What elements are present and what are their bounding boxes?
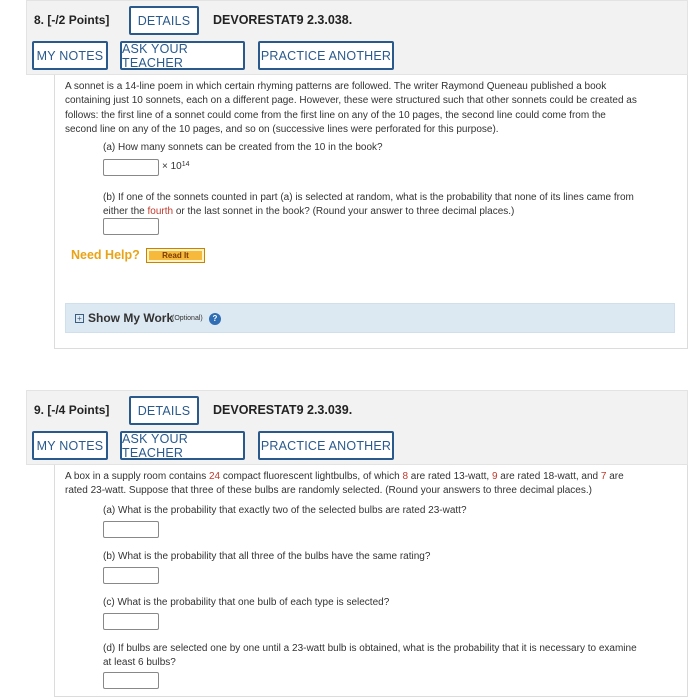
problem-line: containing just 10 sonnets, each on a different page. However, these were structured such that other sonnets could be created as <box>65 95 637 107</box>
problem-text-seg: A box in a supply room contains <box>65 471 209 482</box>
ask-teacher-button[interactable]: ASK YOUR TEACHER <box>120 41 245 70</box>
details-button[interactable]: DETAILS <box>129 396 199 425</box>
part-a-answer-input[interactable] <box>103 159 159 176</box>
question-8-header <box>26 0 688 75</box>
expand-icon[interactable]: + <box>75 314 84 323</box>
part-b-text: or the last sonnet in the book? (Round your answer to three decimal places.) <box>173 206 515 218</box>
problem-line: A sonnet is a 14-line poem in which certain rhyming patterns are followed. The writer Raymond Queneau published a book <box>65 81 607 92</box>
question-number-text: 9. <box>34 403 45 417</box>
problem-line: follows: the first line of a sonnet could come from the first line on any of the 10 pages, the second line could come from the <box>65 109 606 121</box>
problem-text <box>65 80 677 137</box>
problem-value: 9 <box>491 471 498 482</box>
my-notes-button[interactable]: MY NOTES <box>32 41 108 70</box>
part-b-line: (b) If one of the sonnets counted in part (a) is selected at random, what is the probability that none of its lines came from <box>103 192 634 203</box>
show-my-work-panel[interactable] <box>65 303 675 333</box>
question-9-body <box>54 465 688 697</box>
question-number <box>34 403 109 417</box>
question-code: DEVORESTAT9 2.3.038. <box>213 13 353 27</box>
show-my-work-label[interactable]: Show My Work <box>88 311 174 325</box>
exponent: 14 <box>181 161 190 168</box>
part-d-line: at least 6 bulbs? <box>103 657 176 669</box>
problem-value: 8 <box>402 471 408 482</box>
problem-line <box>65 470 677 484</box>
problem-text <box>65 470 677 499</box>
part-c-prompt: (c) What is the probability that one bulb of each type is selected? <box>103 597 390 608</box>
question-9-header <box>26 390 688 465</box>
part-c-answer-input[interactable] <box>103 613 159 630</box>
part-b-prompt <box>103 191 687 220</box>
part-d-prompt <box>103 642 687 671</box>
question-code: DEVORESTAT9 2.3.039. <box>213 403 353 417</box>
part-a-answer-input[interactable] <box>103 521 159 538</box>
part-b-text: either the <box>103 206 148 218</box>
part-a-prompt: (a) How many sonnets can be created from the 10 in the book? <box>103 142 383 153</box>
part-b-line <box>103 205 687 219</box>
part-a-prompt: (a) What is the probability that exactly two of the selected bulbs are rated 23-watt? <box>103 505 467 516</box>
problem-text-seg: compact fluorescent lightbulbs, of which <box>220 471 403 482</box>
practice-another-button[interactable]: PRACTICE ANOTHER <box>258 41 394 70</box>
part-d-answer-input[interactable] <box>103 672 159 689</box>
part-b-highlight: fourth <box>147 206 174 218</box>
question-points: [-/2 Points] <box>47 13 110 27</box>
problem-text-seg: are rated 18-watt, and <box>497 471 601 482</box>
times-ten-label <box>162 161 190 172</box>
my-notes-button[interactable]: MY NOTES <box>32 431 108 460</box>
need-help-label: Need Help? <box>71 248 140 262</box>
question-points: [-/4 Points] <box>47 403 110 417</box>
ask-teacher-button[interactable]: ASK YOUR TEACHER <box>120 431 245 460</box>
problem-text-seg: are rated 13-watt, <box>408 471 492 482</box>
times-text: × 10 <box>162 161 182 172</box>
details-button[interactable]: DETAILS <box>129 6 199 35</box>
question-number <box>34 13 109 27</box>
problem-line: second line on any of the 10 pages, and so on (successive lines were perforated for this purpose). <box>65 123 499 135</box>
problem-text-seg: are <box>606 471 624 482</box>
help-icon[interactable]: ? <box>209 313 221 325</box>
practice-another-button[interactable]: PRACTICE ANOTHER <box>258 431 394 460</box>
part-b-answer-input[interactable] <box>103 567 159 584</box>
problem-value: 24 <box>208 471 221 482</box>
part-d-line: (d) If bulbs are selected one by one until a 23-watt bulb is obtained, what is the probability that it is necessary to examine <box>103 643 637 654</box>
question-number-text: 8. <box>34 13 45 27</box>
problem-value: 7 <box>600 471 607 482</box>
part-b-prompt: (b) What is the probability that all three of the bulbs have the same rating? <box>103 551 431 562</box>
optional-label: (Optional) <box>172 315 203 322</box>
problem-line: rated 23-watt. Suppose that three of these bulbs are randomly selected. (Round your answers to three decimal places.) <box>65 485 592 497</box>
question-8-body <box>54 75 688 349</box>
read-it-button[interactable]: Read It <box>146 248 205 263</box>
part-b-answer-input[interactable] <box>103 218 159 235</box>
